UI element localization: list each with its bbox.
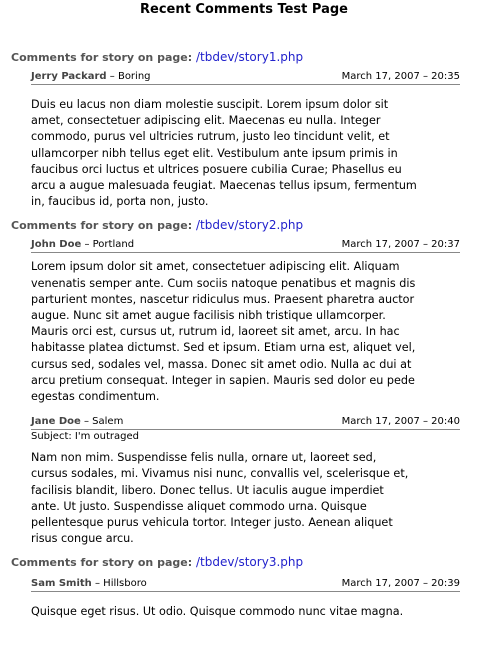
spacer bbox=[0, 20, 488, 48]
comment-sep: – bbox=[80, 416, 93, 428]
story-header-label: Comments for story on page: bbox=[11, 51, 193, 64]
story-header-label: Comments for story on page: bbox=[11, 219, 193, 233]
comment-sep: – bbox=[106, 71, 118, 82]
comment bbox=[0, 70, 488, 210]
comment-body-line: Duis eu lacus non diam molestie suscipit. Lorem ipsum dolor sit bbox=[31, 98, 389, 111]
comment-location: Portland bbox=[92, 239, 135, 251]
comment-body bbox=[31, 259, 464, 405]
comment-location: Boring bbox=[117, 71, 151, 82]
story-section bbox=[0, 48, 488, 210]
comment-author-line bbox=[31, 415, 123, 429]
story-header-label: Comments for story on page: bbox=[11, 556, 193, 570]
comment-author-line bbox=[31, 238, 134, 252]
comment-body bbox=[31, 604, 464, 620]
comment-body-line: faucibus orci luctus et ultrices posuere cubilia Curae; Phasellus eu bbox=[31, 162, 402, 176]
comment-body-line: arcu pretium consequat. Integer in sapien. Mauris sed dolor eu pede bbox=[31, 373, 415, 387]
story-link[interactable]: /tbdev/story1.php bbox=[195, 50, 304, 64]
comment-sep: – bbox=[81, 239, 93, 251]
comment-body-line: egestas condimentum. bbox=[31, 390, 160, 404]
comment-body bbox=[31, 97, 464, 210]
comment-body-line: cursus sed, sodales vel, massa. Donec sit amet odio. Nulla ac dui at bbox=[31, 357, 412, 371]
comment-date: March 17, 2007 – 20:39 bbox=[341, 578, 460, 590]
comment-body-line: cursus sodales, mi. Vivamus nisi nunc, convallis vel, scelerisque et, bbox=[31, 467, 409, 481]
story-header bbox=[0, 216, 488, 234]
comment-body-line: Mauris orci est, cursus ut, rutrum id, laoreet sit amet, arcu. In hac bbox=[31, 325, 400, 339]
story-link[interactable]: /tbdev/story3.php bbox=[195, 555, 304, 570]
comment-author: Sam Smith bbox=[31, 578, 92, 590]
comment-body bbox=[31, 450, 464, 547]
comment-header bbox=[31, 70, 460, 85]
comment-header bbox=[31, 238, 460, 253]
comment-date: March 17, 2007 – 20:35 bbox=[341, 71, 460, 82]
comment-body-line: facilisis blandit, libero. Donec tellus. Ut iaculis augue imperdiet bbox=[31, 483, 384, 497]
comment-body-line: ullamcorper nibh tellus eget elit. Vestibulum ante ipsum primis in bbox=[31, 146, 398, 160]
comment bbox=[0, 415, 488, 547]
comment-author: John Doe bbox=[31, 239, 82, 251]
comment-location: Hillsboro bbox=[103, 578, 147, 590]
comment bbox=[0, 577, 488, 620]
comment-body-line: parturient montes, nascetur ridiculus mus. Praesent pharetra auctor bbox=[31, 292, 415, 306]
comment-header bbox=[31, 577, 460, 592]
comment-location: Salem bbox=[92, 416, 124, 428]
comment-body-line: ante. Ut justo. Suspendisse aliquet commodo urna. Quisque bbox=[31, 499, 367, 513]
comment-date: March 17, 2007 – 20:37 bbox=[341, 239, 460, 251]
comment-body-line: commodo, purus vel ultricies rutrum, justo leo tincidunt velit, et bbox=[31, 130, 390, 144]
story-section bbox=[0, 216, 488, 547]
comment-body-line: in, faucibus id, porta non, justo. bbox=[31, 195, 209, 209]
comment-author: Jane Doe bbox=[31, 416, 81, 428]
story-header bbox=[0, 553, 488, 571]
comment-author-line bbox=[31, 577, 147, 591]
story-link[interactable]: /tbdev/story2.php bbox=[195, 218, 304, 233]
comment-header bbox=[31, 415, 460, 430]
comment bbox=[0, 238, 488, 405]
comment-body-line: venenatis semper ante. Cum sociis natoque penatibus et magnis dis bbox=[31, 276, 416, 290]
comment-body-line: risus congue arcu. bbox=[31, 532, 134, 546]
comment-sep: – bbox=[91, 578, 104, 590]
comment-body-line: amet, consectetuer adipiscing elit. Maecenas eu nulla. Integer bbox=[31, 114, 381, 128]
comment-body-line: Nam non mim. Suspendisse felis nulla, ornare ut, laoreet sed, bbox=[31, 451, 377, 465]
comment-author-line bbox=[31, 70, 151, 84]
comment-body-line: habitasse platea dictumst. Sed et ipsum. Etiam urna est, aliquet vel, bbox=[31, 341, 416, 355]
comment-body-line: augue. Nunc sit amet augue facilisis nibh tristique ullamcorper. bbox=[31, 309, 386, 323]
story-section bbox=[0, 553, 488, 620]
comment-subject: Subject: I'm outraged bbox=[31, 431, 140, 443]
comment-body-line: pellentesque purus vehicula tortor. Integer justo. Aenean aliquet bbox=[31, 516, 393, 530]
comment-date: March 17, 2007 – 20:40 bbox=[341, 416, 460, 428]
story-header bbox=[0, 48, 488, 66]
comment-body-line: Quisque eget risus. Ut odio. Quisque commodo nunc vitae magna. bbox=[31, 605, 404, 619]
comment-body-line: Lorem ipsum dolor sit amet, consectetuer adipiscing elit. Aliquam bbox=[31, 260, 400, 274]
page-title: Recent Comments Test Page bbox=[140, 2, 348, 17]
comment-body-line: arcu a augue malesuada feugiat. Maecenas tellus ipsum, fermentum bbox=[31, 179, 417, 193]
comment-author: Jerry Packard bbox=[31, 71, 107, 82]
